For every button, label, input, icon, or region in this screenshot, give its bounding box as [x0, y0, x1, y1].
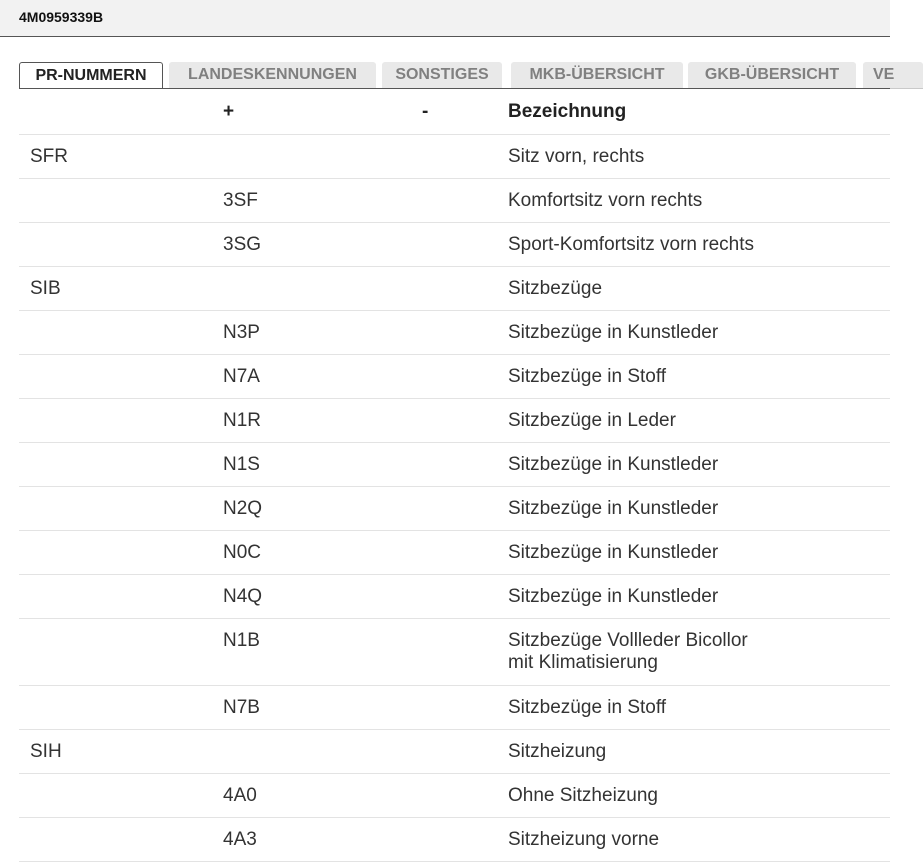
row-plus-code: 4A0: [223, 785, 257, 806]
tab-pr-nummern[interactable]: PR-NUMMERN: [19, 62, 163, 89]
row-code: SFR: [30, 146, 68, 167]
row-plus-code: N1S: [223, 454, 260, 475]
row-description: Sitzheizung vorne: [508, 829, 660, 850]
row-plus-code: N1B: [223, 630, 260, 651]
row-description: Sitzbezüge in Kunstleder: [508, 454, 719, 475]
table-row: [19, 399, 890, 443]
tab-mkb-uebersicht[interactable]: MKB-ÜBERSICHT: [511, 62, 683, 88]
column-header-minus: -: [422, 101, 429, 122]
table-row: [19, 135, 890, 179]
row-plus-code: 4A3: [223, 829, 257, 850]
table-row: [19, 686, 890, 730]
tab-landeskennungen[interactable]: LANDESKENNUNGEN: [169, 62, 376, 88]
table-row: [19, 619, 890, 686]
row-plus-code: 3SF: [223, 190, 258, 211]
row-description: Ohne Sitzheizung: [508, 785, 658, 806]
page-header: [0, 0, 890, 37]
table-row: [19, 311, 890, 355]
table-row: [19, 179, 890, 223]
table-row: [19, 267, 890, 311]
column-header-description: Bezeichnung: [508, 101, 627, 122]
pr-number-table: [19, 90, 890, 862]
row-description: Sitzbezüge in Kunstleder: [508, 322, 719, 343]
row-description: Komfortsitz vorn rechts: [508, 190, 703, 211]
table-row: [19, 487, 890, 531]
row-plus-code: N3P: [223, 322, 260, 343]
table-row: [19, 443, 890, 487]
row-plus-code: N7B: [223, 697, 260, 718]
row-plus-code: 3SG: [223, 234, 262, 255]
row-description: Sitz vorn, rechts: [508, 146, 645, 167]
table-row: [19, 575, 890, 619]
tab-bar-divider: [19, 88, 890, 89]
table-row: [19, 531, 890, 575]
table-row: [19, 730, 890, 774]
tab-ve[interactable]: VE: [863, 62, 923, 88]
row-plus-code: N2Q: [223, 498, 263, 519]
table-row: [19, 774, 890, 818]
row-description: Sitzbezüge in Stoff: [508, 366, 667, 387]
row-description: Sitzbezüge in Leder: [508, 410, 676, 431]
row-description: Sitzbezüge in Stoff: [508, 697, 667, 718]
row-plus-code: N0C: [223, 542, 262, 563]
table-row: [19, 818, 890, 862]
row-description: Sport-Komfortsitz vorn rechts: [508, 234, 755, 255]
part-number-title: 4M0959339B: [19, 9, 104, 25]
row-description: Sitzheizung: [508, 741, 607, 762]
tab-bar: [19, 62, 895, 90]
row-description: Sitzbezüge: [508, 278, 603, 299]
table-row: [19, 355, 890, 399]
row-plus-code: N4Q: [223, 586, 263, 607]
column-header-plus: +: [223, 101, 235, 122]
row-code: SIH: [30, 741, 62, 762]
row-description: Sitzbezüge in Kunstleder: [508, 498, 719, 519]
tab-sonstiges[interactable]: SONSTIGES: [382, 62, 502, 88]
table-header-row: [19, 90, 890, 135]
row-description: Sitzbezüge Vollleder Bicollor mit Klimatisierung: [508, 630, 748, 673]
row-description: Sitzbezüge in Kunstleder: [508, 586, 719, 607]
table-row: [19, 223, 890, 267]
row-description: Sitzbezüge in Kunstleder: [508, 542, 719, 563]
row-plus-code: N7A: [223, 366, 260, 387]
row-code: SIB: [30, 278, 61, 299]
tab-gkb-uebersicht[interactable]: GKB-ÜBERSICHT: [688, 62, 856, 88]
row-plus-code: N1R: [223, 410, 262, 431]
